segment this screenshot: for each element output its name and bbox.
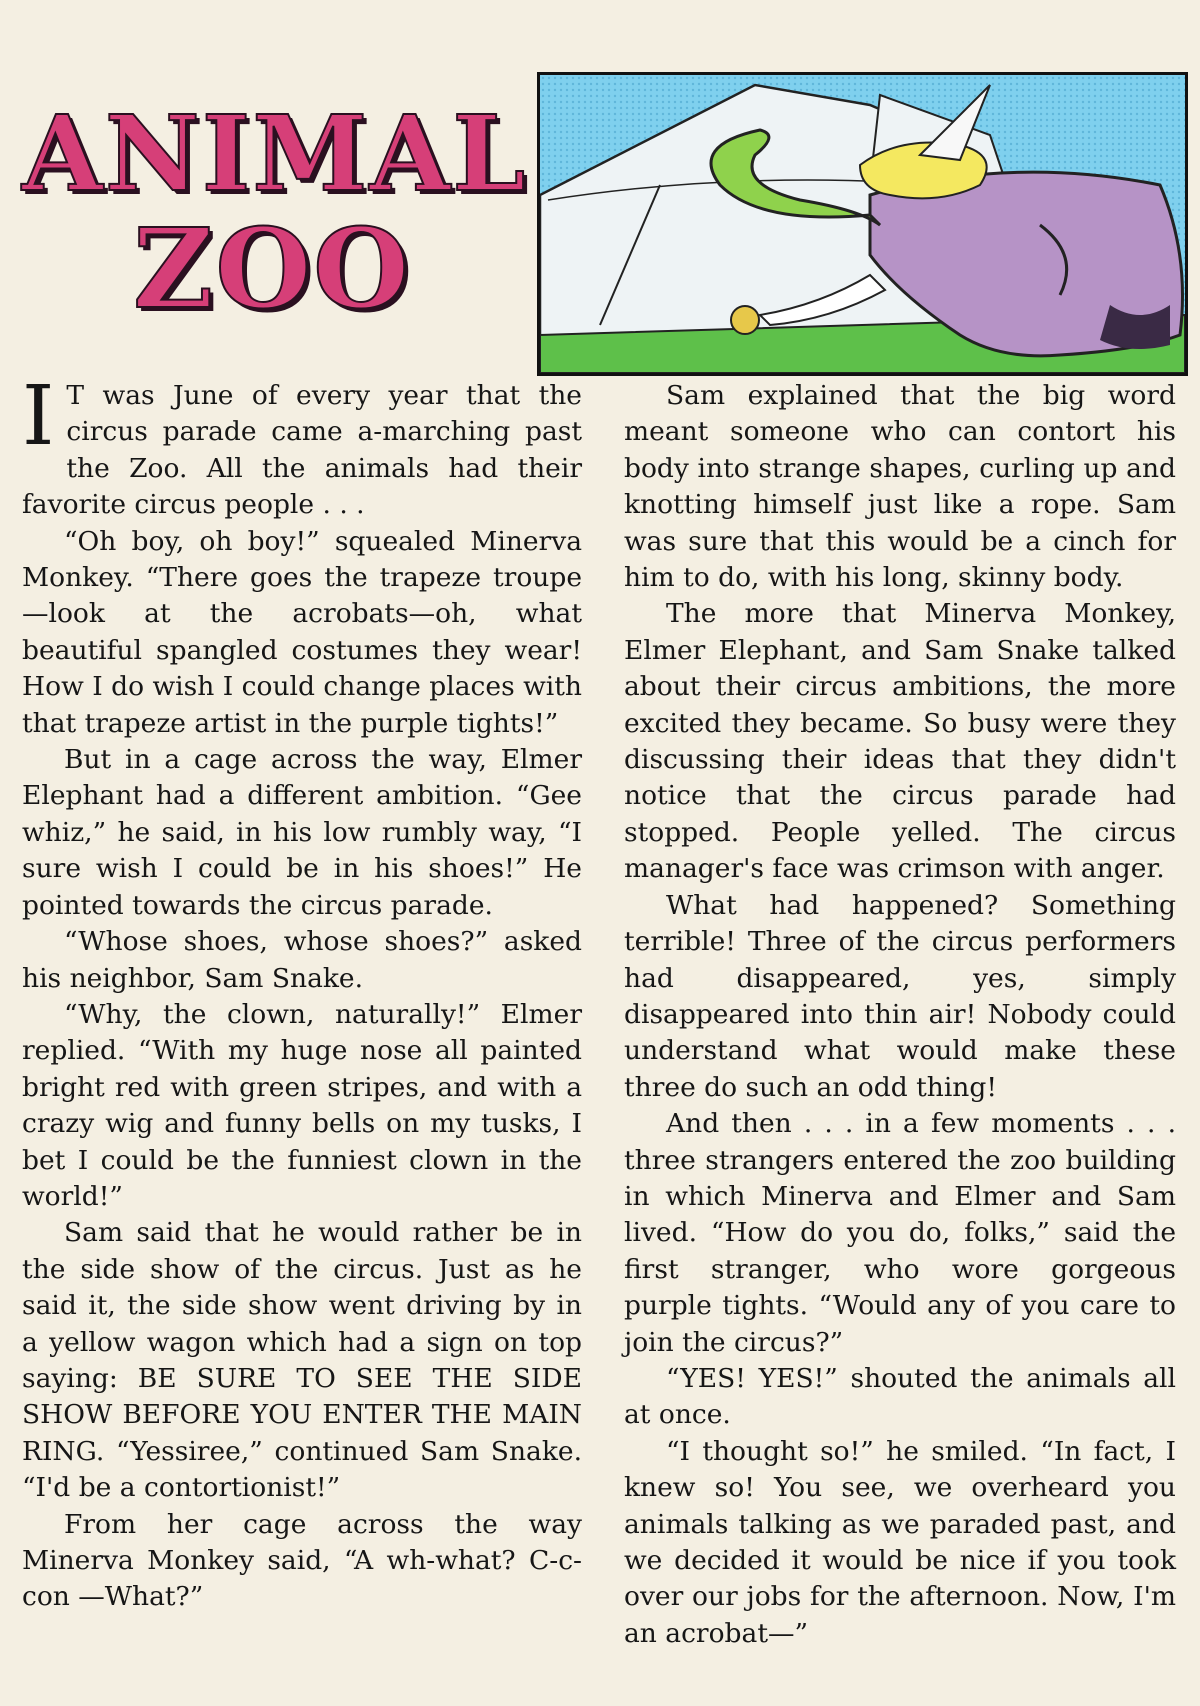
elephant-clown-icon [540, 75, 1185, 373]
paragraph: But in a cage across the way, Elmer Elephant had a different ambition. “Gee whiz,” he said, in his low rumbly way, “I sure wish I could be in his shoes!” He pointed towards the circus parade. [22, 744, 582, 921]
paragraph: Sam said that he would rather be in the side show of the circus. Just as he said it, the side show went driving by in a yellow wagon which had a sign on top saying: BE SURE TO SEE THE SIDE SHOW BEFORE YOU ENTER THE MAIN RING. “Yessiree,” continued Sam Snake. “I'd be a contortionist!” [22, 1217, 582, 1504]
paragraph-text: T was June of every year that the circus parade came a-marching past the Zoo. All the animals had their favorite circus people . . . [22, 380, 582, 521]
paragraph: Sam explained that the big word meant someone who can contort his body into strange shapes, curling up and knotting himself just like a rope. Sam was sure that this would be a cinch for him to do, with his long, skinny body. [624, 380, 1176, 594]
paragraph: From her cage across the way Minerva Monkey said, “A wh-what? C-c-con —What?” [22, 1508, 582, 1613]
paragraph: “YES! YES!” shouted the animals all at once. [624, 1362, 1176, 1431]
paragraph: And then . . . in a few moments . . . three strangers entered the zoo building in which Minerva and Elmer and Sam lived. “How do you do, folks,” said the first stranger, who wore gorgeous purple tights. “Would any of you care to join the circus?” [624, 1108, 1176, 1358]
elephant-clown-illustration [537, 72, 1188, 376]
paragraph: What had happened? Something terrible! Three of the circus performers had disappeared, yes, simply disappeared into thin air! Nobody could understand what would make these three do such an odd thing! [624, 889, 1176, 1103]
paragraph: “Oh boy, oh boy!” squealed Minerva Monkey. “There goes the trapeze troupe —look at the acrobats—oh, what beautiful spangled costumes they wear! How I do wish I could change places with that trapeze artist in the purple tights!” [22, 525, 582, 739]
story-title [22, 92, 528, 333]
paragraph [22, 369, 582, 524]
story-column-right [624, 378, 1176, 1652]
story-column-left [22, 369, 582, 1616]
title-line-1: ANIMAL [22, 92, 528, 215]
paragraph: “Whose shoes, whose shoes?” asked his neighbor, Sam Snake. [22, 926, 582, 994]
paragraph: “Why, the clown, naturally!” Elmer replied. “With my huge nose all painted bright red with green stripes, and with a crazy wig and funny bells on my tusks, I bet I could be the funniest clown in the world!” [22, 998, 582, 1212]
paragraph: The more that Minerva Monkey, Elmer Elephant, and Sam Snake talked about their circus ambitions, the more excited they became. So busy were they discussing their ideas that they didn't notice that the circus parade had stopped. People yelled. The circus manager's face was crimson with anger. [624, 598, 1176, 885]
drop-cap: I [22, 369, 55, 464]
title-line-2: ZOO [133, 204, 411, 333]
paragraph: “I thought so!” he smiled. “In fact, I knew so! You see, we overheard you animals talking as we paraded past, and we decided it would be nice if you took over our jobs for the afternoon. Now, I'm an acrobat—” [624, 1435, 1176, 1649]
